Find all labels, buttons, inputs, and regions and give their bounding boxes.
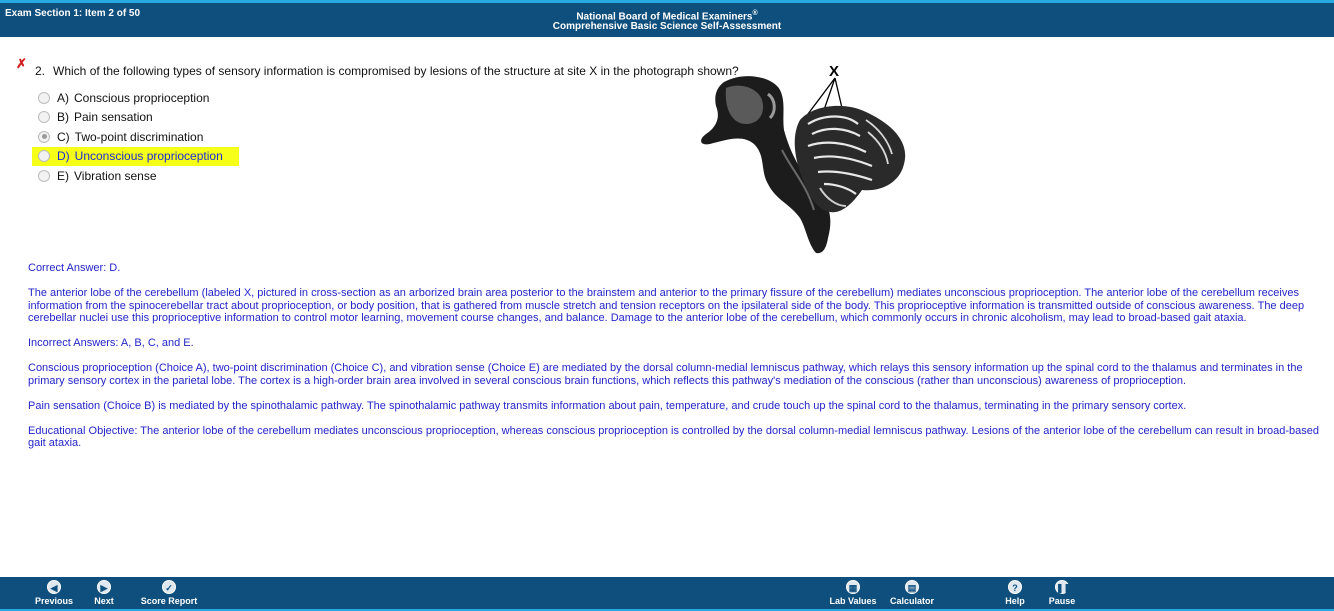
- calculator-button[interactable]: [888, 580, 936, 606]
- choice-text: Unconscious proprioception: [74, 149, 223, 164]
- brainstem-cerebellum-figure: [696, 60, 910, 256]
- calculator-label: Calculator: [889, 596, 934, 606]
- pause-icon: ❚❚: [1055, 580, 1069, 594]
- mark-flag-icon[interactable]: ✗: [16, 56, 27, 71]
- calculator-icon: ▤: [905, 580, 919, 594]
- question-stem: [35, 64, 739, 78]
- question-text: Which of the following types of sensory information is compromised by lesions of the structure at site X in the photograph shown?: [53, 64, 739, 78]
- choice-text: Vibration sense: [74, 168, 157, 183]
- lab-values-icon: ▦: [846, 580, 860, 594]
- choice-letter: C): [57, 129, 70, 144]
- navigation-footer: [0, 577, 1334, 611]
- exam-header: [0, 3, 1334, 37]
- incorrect-answers: Incorrect Answers: A, B, C, and E.: [28, 337, 194, 349]
- choice-text: Pain sensation: [74, 110, 153, 125]
- registered-mark: ®: [752, 10, 758, 17]
- choice-d[interactable]: [32, 147, 239, 167]
- help-button[interactable]: [1002, 580, 1028, 606]
- help-icon: ?: [1008, 580, 1022, 594]
- pause-label: Pause: [1048, 596, 1076, 606]
- help-label: Help: [1005, 596, 1025, 606]
- next-icon: ▶: [97, 580, 111, 594]
- choice-text: Conscious proprioception: [74, 90, 210, 105]
- answer-explanation: [28, 262, 1324, 462]
- radio-e[interactable]: [38, 170, 50, 182]
- choice-c[interactable]: [32, 127, 239, 147]
- choice-text: Two-point discrimination: [74, 129, 204, 144]
- next-label: Next: [94, 596, 114, 606]
- lab-values-button[interactable]: [828, 580, 878, 606]
- previous-icon: ◀: [47, 580, 61, 594]
- lab-values-label: Lab Values: [829, 596, 877, 606]
- choice-letter: D): [57, 149, 70, 164]
- question-number: 2.: [35, 64, 46, 78]
- radio-d[interactable]: [38, 150, 50, 162]
- correct-answer: Correct Answer: D.: [28, 262, 121, 274]
- choice-e[interactable]: [32, 166, 239, 186]
- org-name: National Board of Medical Examiners: [576, 11, 753, 23]
- explanation-paragraph-3: Pain sensation (Choice B) is mediated by the spinothalamic pathway. The spinothalamic pathway transmits information about pain, temperature, and crude touch up the spinal cord to the thalamus, terminating in the primary sensory cortex.: [28, 399, 1187, 412]
- explanation-paragraph-1: The anterior lobe of the cerebellum (labeled X, pictured in cross-section as an arborized brain area posterior to the brainstem and anterior to the primary fissure of the cerebellum) mediates unconscious proprioception. The anterior lobe of the cerebellum receives information from the spinocerebellar tract about proprioception, or body position, that is gathered from muscle stretch and tension receptors on the ipsilateral side of the body. This proprioceptive information is transmitted outside of conscious awareness. The deep cerebellar nuclei use this proprioceptive information to control motor learning, movement course changes, and balance. Damage to the anterior lobe of the cerebellum, which commonly occurs in chronic alcoholism, may lead to broad-based gait ataxia.: [28, 287, 1305, 324]
- radio-b[interactable]: [38, 111, 50, 123]
- choice-a[interactable]: [32, 88, 239, 108]
- exam-section-label: Exam Section 1: Item 2 of 50: [5, 8, 141, 19]
- educational-objective: Educational Objective: The anterior lobe of the cerebellum mediates unconscious proprioception, whereas conscious proprioception is controlled by the dorsal column-medial lemniscus pathway. Lesions of the anterior lobe of the cerebellum can result in broad-based gait ataxia.: [28, 424, 1319, 449]
- choice-letter: A): [57, 90, 69, 105]
- cerebellum-icon: [795, 106, 905, 212]
- next-button[interactable]: [90, 580, 118, 606]
- radio-c[interactable]: [38, 131, 50, 143]
- explanation-paragraph-2: Conscious proprioception (Choice A), two-point discrimination (Choice C), and vibration sense (Choice E) are mediated by the dorsal column-medial lemniscus pathway, which relays this sensory information up the spinal cord to the thalamus and terminates in the primary sensory cortex in the parietal lobe. The cortex is a high-order brain area involved in several conscious brain functions, which reflects this pathway's mediation of the conscious (rather than unconscious) awareness of proprioception.: [28, 362, 1303, 387]
- choice-letter: B): [57, 110, 69, 125]
- score-report-button[interactable]: [140, 580, 198, 606]
- radio-a[interactable]: [38, 92, 50, 104]
- previous-button[interactable]: [33, 580, 75, 606]
- score-report-label: Score Report: [140, 596, 198, 606]
- exam-title: [0, 9, 1334, 32]
- figure-label-x: X: [829, 63, 840, 80]
- answer-choices: [32, 88, 239, 186]
- choice-letter: E): [57, 168, 69, 183]
- pause-button[interactable]: [1047, 580, 1077, 606]
- exam-name: Comprehensive Basic Science Self-Assessment: [552, 21, 782, 33]
- choice-b[interactable]: [32, 108, 239, 128]
- previous-label: Previous: [34, 596, 74, 606]
- checkmark-icon: ✓: [162, 580, 176, 594]
